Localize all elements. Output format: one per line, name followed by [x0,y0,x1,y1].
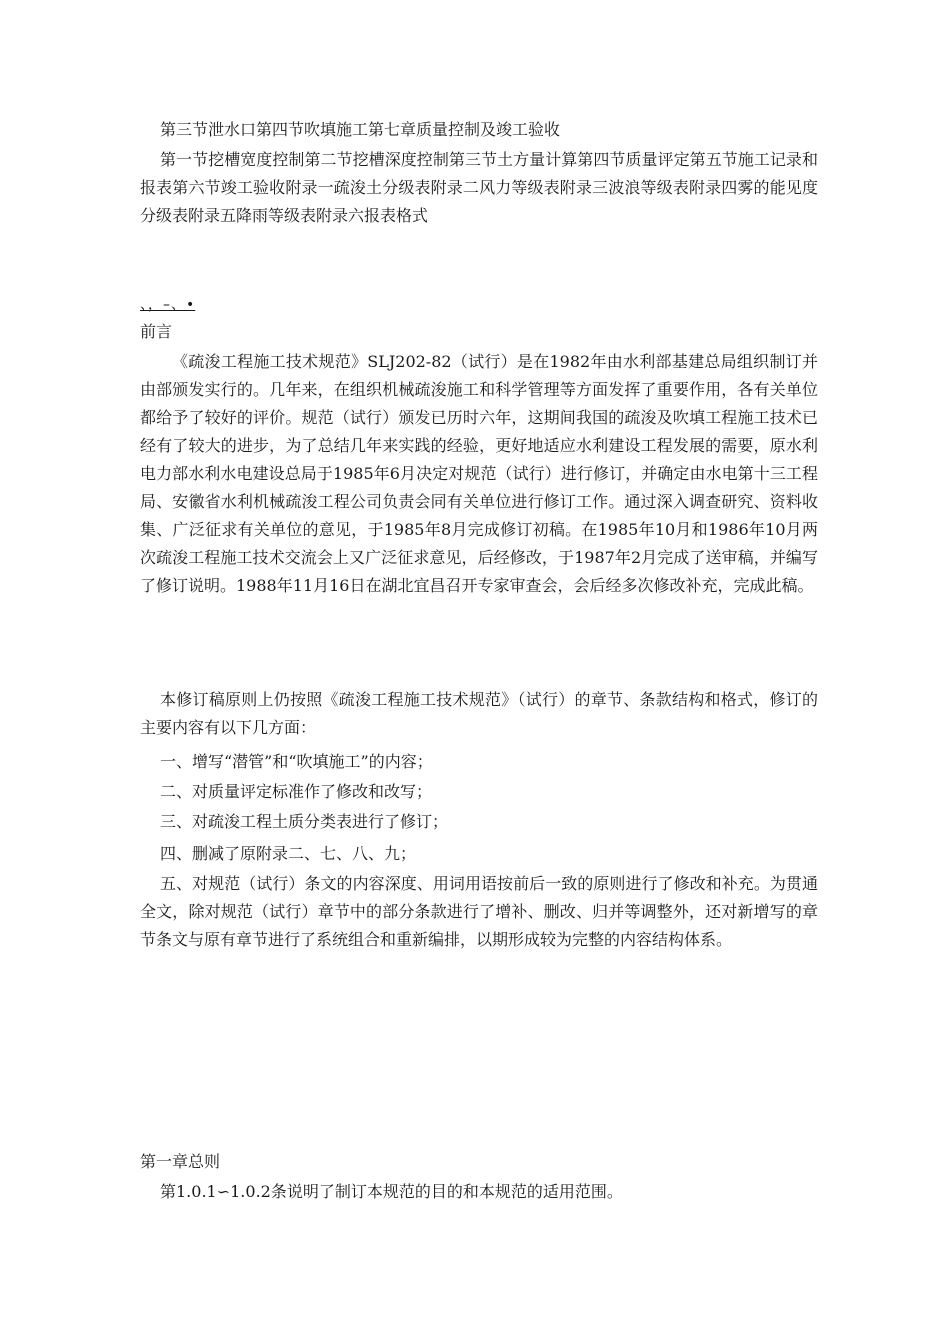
preface-paragraph-2: 本修订稿原则上仍按照《疏浚工程施工技术规范》（试行）的章节、条款结构和格式，修订的主要内容有以下几方面： [140,690,818,737]
preface-title: 前言 [140,322,173,341]
revision-item-3: 三、对疏浚工程土质分类表进行了修订； [160,812,449,831]
toc-line-2: 第一节挖槽宽度控制第二节挖槽深度控制第三节土方量计算第四节质量评定第五节施工记录和报表第六节竣工验收附录一疏浚土分级表附录二风力等级表附录三波浪等级表附录四雾的能见度分级表附录五降雨等级表附录六报表格式 [140,150,818,225]
toc-line-1: 第三节泄水口第四节吹填施工第七章质量控制及竣工验收 [160,120,561,139]
revision-item-2: 二、对质量评定标准作了修改和改写； [160,782,433,801]
separator-marker: 、，–、• [140,297,196,313]
chapter-1-title: 第一章总则 [140,1152,221,1171]
preface-paragraph-1: 《疏浚工程施工技术规范》SLJ202-82（试行）是在1982年由水利部基建总局组织制订并由部颁发实行的。几年来，在组织机械疏浚施工和科学管理等方面发挥了重要作用，各有关单位都给予了较好的评价。规范（试行）颁发已历时六年，这期间我国的疏浚及吹填工程施工技术已经有了较大的进步，为了总结几年来实践的经验，更好地适应水利建设工程发展的需要，原水利电力部水利水电建设总局于1985年6月决定对规范（试行）进行修订，并确定由水电第十三工程局、安徽省水利机械疏浚工程公司负责会同有关单位进行修订工作。通过深入调查研究、资料收集、广泛征求有关单位的意见，于1985年8月完成修订初稿。在1985年10月和1986年10月两次疏浚工程施工技术交流会上又广泛征求意见，后经修改，于1987年2月完成了送审稿，并编写了修订说明。1988年11月16日在湖北宜昌召开专家审查会，会后经多次修改补充，完成此稿。 [140,352,818,595]
chapter-1-line-1: 第1.0.1∽1.0.2条说明了制订本规范的目的和本规范的适用范围。 [160,1182,623,1201]
revision-item-5: 五、对规范（试行）条文的内容深度、用词用语按前后一致的原则进行了修改和补充。为贯通全文，除对规范（试行）章节中的部分条款进行了增补、删改、归并等调整外，还对新增写的章节条文与原有章节进行了系统组合和重新编排，以期形成较为完整的内容结构体系。 [140,874,818,949]
revision-item-4: 四、删减了原附录二、七、八、九； [160,844,417,863]
revision-item-1: 一、增写“潜管”和“吹填施工”的内容； [160,752,433,771]
